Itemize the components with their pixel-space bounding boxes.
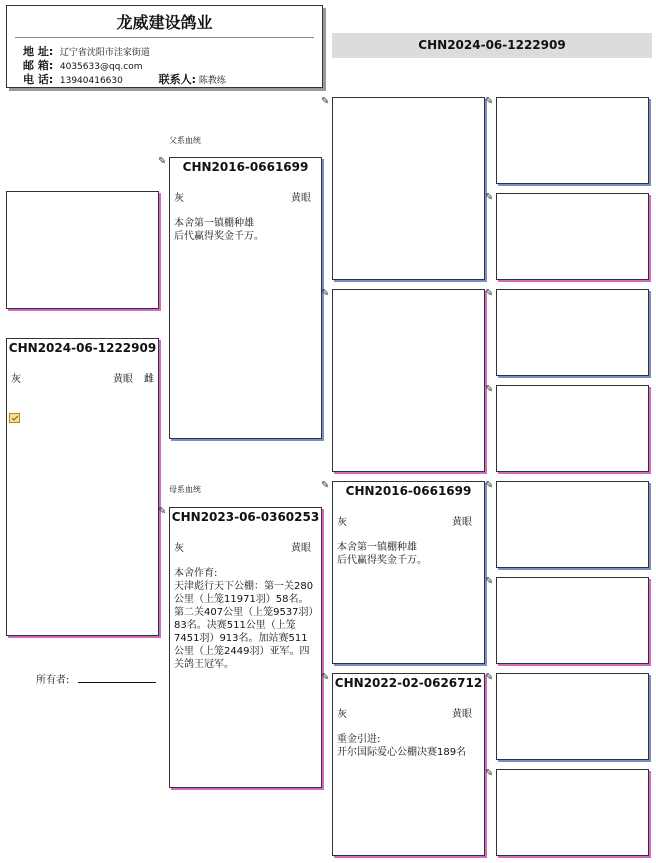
email-value: 4035633@qq.com bbox=[59, 62, 143, 72]
gp2-pencil-icon[interactable]: ✎ bbox=[321, 288, 330, 299]
ggp-card-4[interactable] bbox=[496, 385, 649, 472]
ggp-card-8[interactable] bbox=[496, 769, 649, 856]
address-value: 辽宁省沈阳市洼家街道 bbox=[59, 48, 150, 58]
sire-pencil-icon[interactable]: ✎ bbox=[158, 156, 167, 167]
subject-ring: CHN2024-06-1222909 bbox=[8, 341, 157, 355]
grandsire-dam-eye: 黄眼 bbox=[452, 517, 472, 528]
grandsire-dam-ring: CHN2016-0661699 bbox=[345, 484, 472, 498]
sire-color: 灰 bbox=[174, 193, 184, 204]
ggp-card-5[interactable] bbox=[496, 481, 649, 568]
dam-pencil-icon[interactable]: ✎ bbox=[158, 506, 167, 517]
granddam-dam-ring: CHN2022-02-0626712 bbox=[334, 676, 483, 690]
phone-row bbox=[23, 71, 226, 87]
grandsire-dam-color: 灰 bbox=[337, 517, 347, 528]
contact-label: 联系人: bbox=[158, 73, 197, 86]
owner-label: 所有者: bbox=[36, 675, 70, 686]
dam-ring: CHN2023-06-0360253 bbox=[171, 510, 320, 524]
subject-eye: 黄眼 bbox=[113, 374, 133, 385]
gp4-pencil-icon[interactable]: ✎ bbox=[321, 672, 330, 683]
ggp8-pencil-icon[interactable]: ✎ bbox=[485, 768, 494, 779]
sire-note: 本舍第一镇棚种雄 后代赢得奖金千万。 bbox=[174, 218, 264, 242]
owner-signature-line[interactable] bbox=[78, 682, 156, 683]
sire-card[interactable] bbox=[169, 157, 322, 439]
dam-color: 灰 bbox=[174, 543, 184, 554]
grandsire-dam-card[interactable] bbox=[332, 481, 485, 664]
ggp-card-2[interactable] bbox=[496, 193, 649, 280]
grandsire-dam-note: 本舍第一镇棚种雄 后代赢得奖金千万。 bbox=[337, 542, 427, 566]
granddam-dam-note: 重金引进: 开尔国际爱心公棚决赛189名 bbox=[337, 734, 467, 758]
granddam-dam-eye: 黄眼 bbox=[452, 709, 472, 720]
loft-header bbox=[6, 5, 323, 88]
pedigree-ring-title: CHN2024-06-1222909 bbox=[332, 33, 652, 58]
granddam-sire-card[interactable] bbox=[332, 289, 485, 472]
email-label: 邮 箱: bbox=[23, 59, 54, 72]
phone-value: 13940416630 bbox=[59, 76, 123, 86]
address-label: 地 址: bbox=[23, 45, 54, 58]
grandsire-sire-card[interactable] bbox=[332, 97, 485, 280]
ggp-card-6[interactable] bbox=[496, 577, 649, 664]
ggp6-pencil-icon[interactable]: ✎ bbox=[485, 576, 494, 587]
phone-label: 电 话: bbox=[23, 73, 54, 86]
granddam-dam-card[interactable] bbox=[332, 673, 485, 856]
ggp-card-7[interactable] bbox=[496, 673, 649, 760]
loft-name: 龙威建设鸽业 bbox=[116, 13, 213, 32]
subject-card[interactable] bbox=[6, 338, 159, 636]
dam-eye: 黄眼 bbox=[291, 543, 311, 554]
contact-value: 陈教练 bbox=[198, 76, 226, 86]
gp1-pencil-icon[interactable]: ✎ bbox=[321, 96, 330, 107]
ggp3-pencil-icon[interactable]: ✎ bbox=[485, 288, 494, 299]
ggp4-pencil-icon[interactable]: ✎ bbox=[485, 384, 494, 395]
ggp1-pencil-icon[interactable]: ✎ bbox=[485, 96, 494, 107]
ggp5-pencil-icon[interactable]: ✎ bbox=[485, 480, 494, 491]
granddam-dam-color: 灰 bbox=[337, 709, 347, 720]
ggp7-pencil-icon[interactable]: ✎ bbox=[485, 672, 494, 683]
subject-sex: 雌 bbox=[144, 374, 154, 385]
ggp-card-3[interactable] bbox=[496, 289, 649, 376]
sire-eye: 黄眼 bbox=[291, 193, 311, 204]
certificate-icon[interactable] bbox=[9, 413, 20, 423]
sire-line-label: 父系血统 bbox=[169, 136, 201, 145]
header-divider bbox=[15, 37, 314, 38]
sire-ring: CHN2016-0661699 bbox=[182, 160, 309, 174]
photo-box[interactable] bbox=[6, 191, 159, 309]
ggp-card-1[interactable] bbox=[496, 97, 649, 184]
gp3-pencil-icon[interactable]: ✎ bbox=[321, 480, 330, 491]
dam-note: 本舍作育: 天津彪行天下公棚：第一关280公里（上笼11971羽）58名。第二关407公里（上笼9537羽）83名。决赛511公里（上笼7451羽）913名。加站赛511公里（上笼2449羽）亚军。四关鸽王冠军。 bbox=[174, 568, 314, 670]
dam-line-label: 母系血统 bbox=[169, 485, 201, 494]
dam-card[interactable] bbox=[169, 507, 322, 788]
ggp2-pencil-icon[interactable]: ✎ bbox=[485, 192, 494, 203]
subject-color: 灰 bbox=[11, 374, 21, 385]
